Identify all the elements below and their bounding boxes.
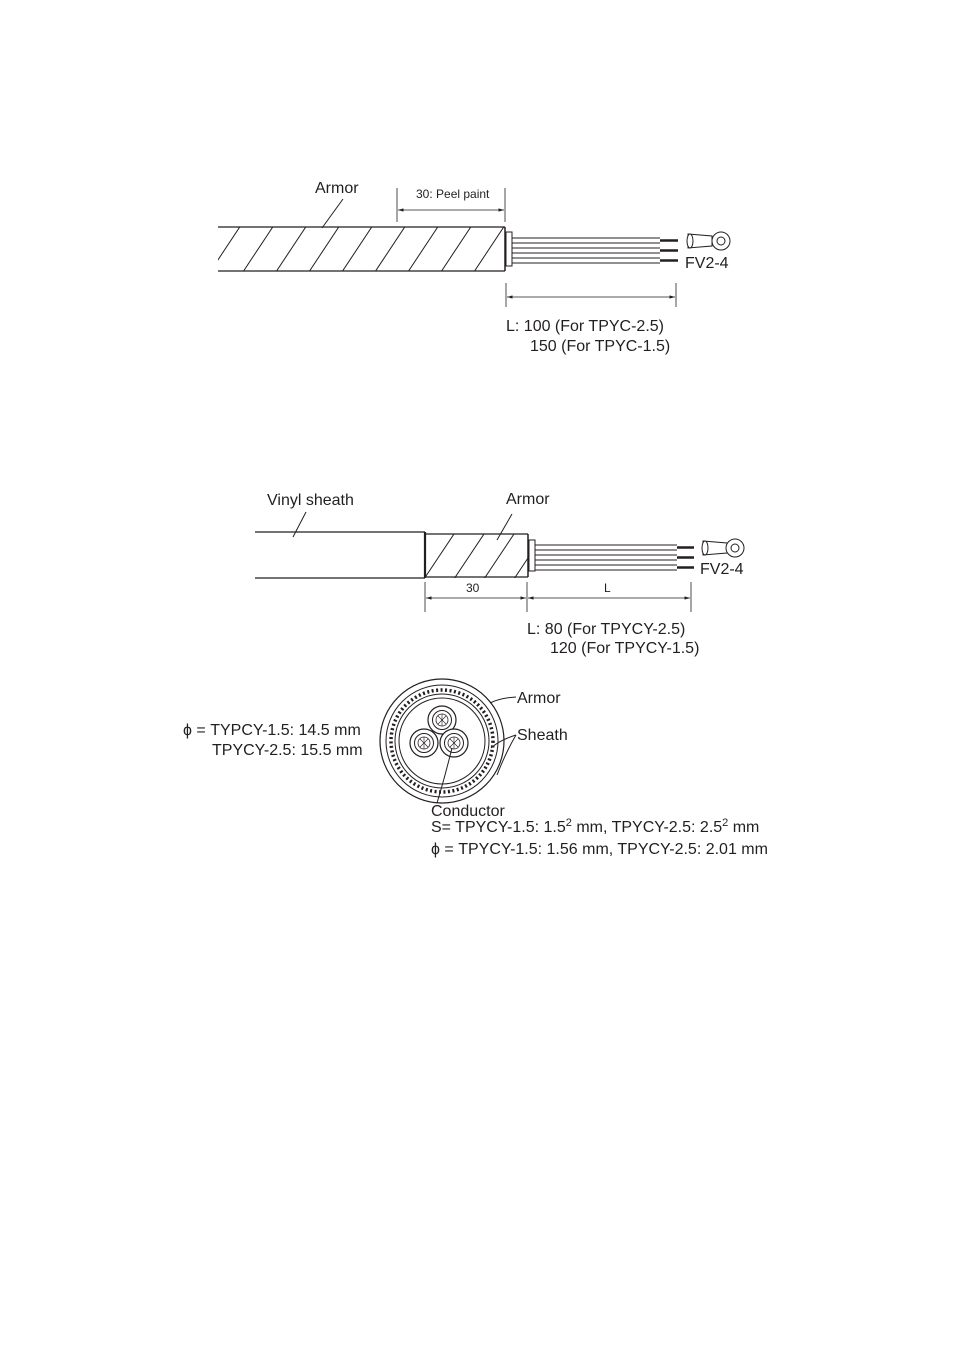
figure-sheathed-cable <box>255 491 744 657</box>
conductor-wires-2 <box>535 545 694 570</box>
length-spec2-line1: L: 80 (For TPYCY-2.5) <box>527 621 686 638</box>
armor-leader-2 <box>497 514 512 540</box>
armor-label-3: Armor <box>517 690 561 707</box>
armor2-end-collar <box>529 540 535 571</box>
length-spec2-line2: 120 (For TPYCY-1.5) <box>550 640 700 657</box>
conductor-diameter-spec: ϕ = TPYCY-1.5: 1.56 mm, TPYCY-2.5: 2.01 mm <box>431 841 768 858</box>
terminal-label-2: FV2-4 <box>700 561 744 578</box>
ring-terminal-icon-2 <box>702 539 744 557</box>
armor-hatching <box>198 210 548 290</box>
length-spec-line2: 150 (For TPYC-1.5) <box>530 338 671 355</box>
dim-30-label: 30 <box>466 581 480 595</box>
armor-hatching-2 <box>410 516 586 600</box>
conductor-left <box>410 729 438 757</box>
vinyl-sheath-leader <box>293 512 306 537</box>
ring-terminal-icon <box>687 232 730 250</box>
armor-label-2: Armor <box>506 491 550 508</box>
sheath-label: Sheath <box>517 727 568 744</box>
conductor-area-spec: S= TPYCY-1.5: $1.5^2$ mm, TPYCY-2.5: $2.5^2$ mm <box>431 817 760 836</box>
length-spec-line1: L: 100 (For TPYC-2.5) <box>506 318 664 335</box>
conductor-label: Conductor <box>431 803 505 820</box>
dim-L-label: L <box>604 581 611 595</box>
armor-leader-3 <box>490 697 516 703</box>
conductor-wires <box>512 238 678 263</box>
diameter-spec-line2: TPYCY-2.5: 15.5 mm <box>212 742 363 759</box>
armor-leader-line <box>322 199 343 228</box>
terminal-label: FV2-4 <box>685 255 729 272</box>
conductor-right <box>440 729 468 757</box>
peel-paint-label: 30: Peel paint <box>416 187 490 201</box>
armor-end-collar <box>506 232 512 266</box>
figure-armored-cable <box>198 180 730 355</box>
diameter-spec-line1: ϕ = TYPCY-1.5: 14.5 mm <box>183 722 361 739</box>
vinyl-sheath-label: Vinyl sheath <box>267 492 354 509</box>
armor-label: Armor <box>315 180 359 197</box>
cable-cross-section <box>183 679 768 858</box>
